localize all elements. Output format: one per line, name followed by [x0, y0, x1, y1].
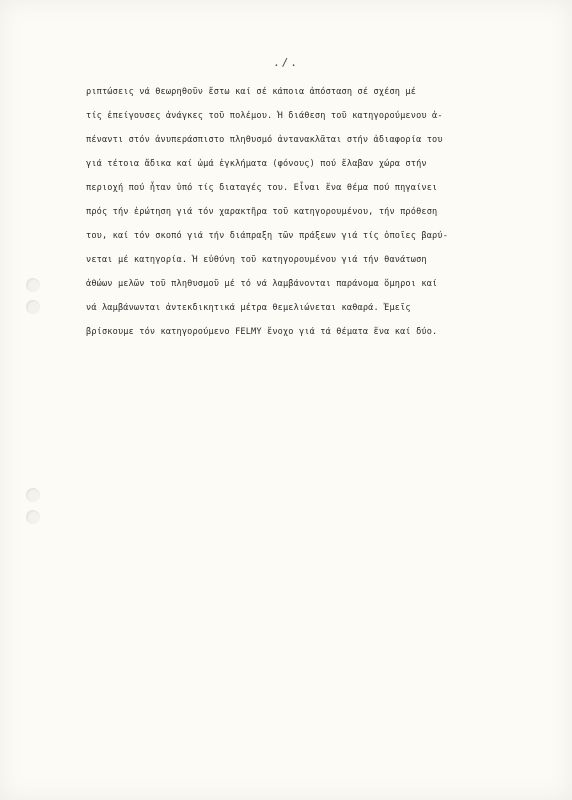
text-line: τίς ἐπείγουσες ἀνάγκες τοῦ πολέμου. Ἡ διάθεση τοῦ κατηγορούμενου ἀ- [86, 111, 443, 121]
punch-hole [26, 278, 40, 292]
page-continuation-marker: ./. [273, 56, 299, 69]
text-line: βρίσκουμε τόν κατηγορούμενο FELMY ἔνοχο γιά τά θέματα ἕνα καί δύο. [86, 327, 438, 337]
text-line: περιοχή πού ἦταν ὑπό τίς διαταγές του. Εἶναι ἕνα θέμα πού πηγαίνει [86, 183, 438, 193]
text-line: νά λαμβάνωνται ἀντεκδικητικά μέτρα θεμελιώνεται καθαρά. Ἐμεῖς [86, 303, 411, 313]
punch-hole [26, 300, 40, 314]
text-line: νεται μέ κατηγορία. Ἡ εὐθύνη τοῦ κατηγορουμένου γιά τήν θανάτωση [86, 255, 427, 265]
text-line: ἀθώων μελῶν τοῦ πληθυσμοῦ μέ τό νά λαμβάνονται παράνομα ὅμηροι καί [86, 279, 438, 289]
text-line: πρός τήν ἐρώτηση γιά τόν χαρακτῆρα τοῦ κατηγορουμένου, τήν πρόθεση [86, 207, 438, 217]
text-line: γιά τέτοια ἄδικα καί ὠμά ἐγκλήματα (φόνους) πού ἔλαβαν χώρα στήν [86, 159, 427, 169]
body-paragraph [86, 80, 556, 344]
text-line: του, καί τόν σκοπό γιά τήν διάπραξη τῶν πράξεων γιά τίς ὁποῖες βαρύ- [86, 231, 449, 241]
text-line: πέναντι στόν ἀνυπεράσπιστο πληθυσμό ἀντανακλᾶται στήν ἀδιαφορία του [86, 135, 443, 145]
punch-hole [26, 488, 40, 502]
text-line: ριπτώσεις νά θεωρηθοῦν ἔστω καί σέ κάποια ἀπόσταση σέ σχέση μέ [86, 87, 417, 97]
punch-hole [26, 510, 40, 524]
